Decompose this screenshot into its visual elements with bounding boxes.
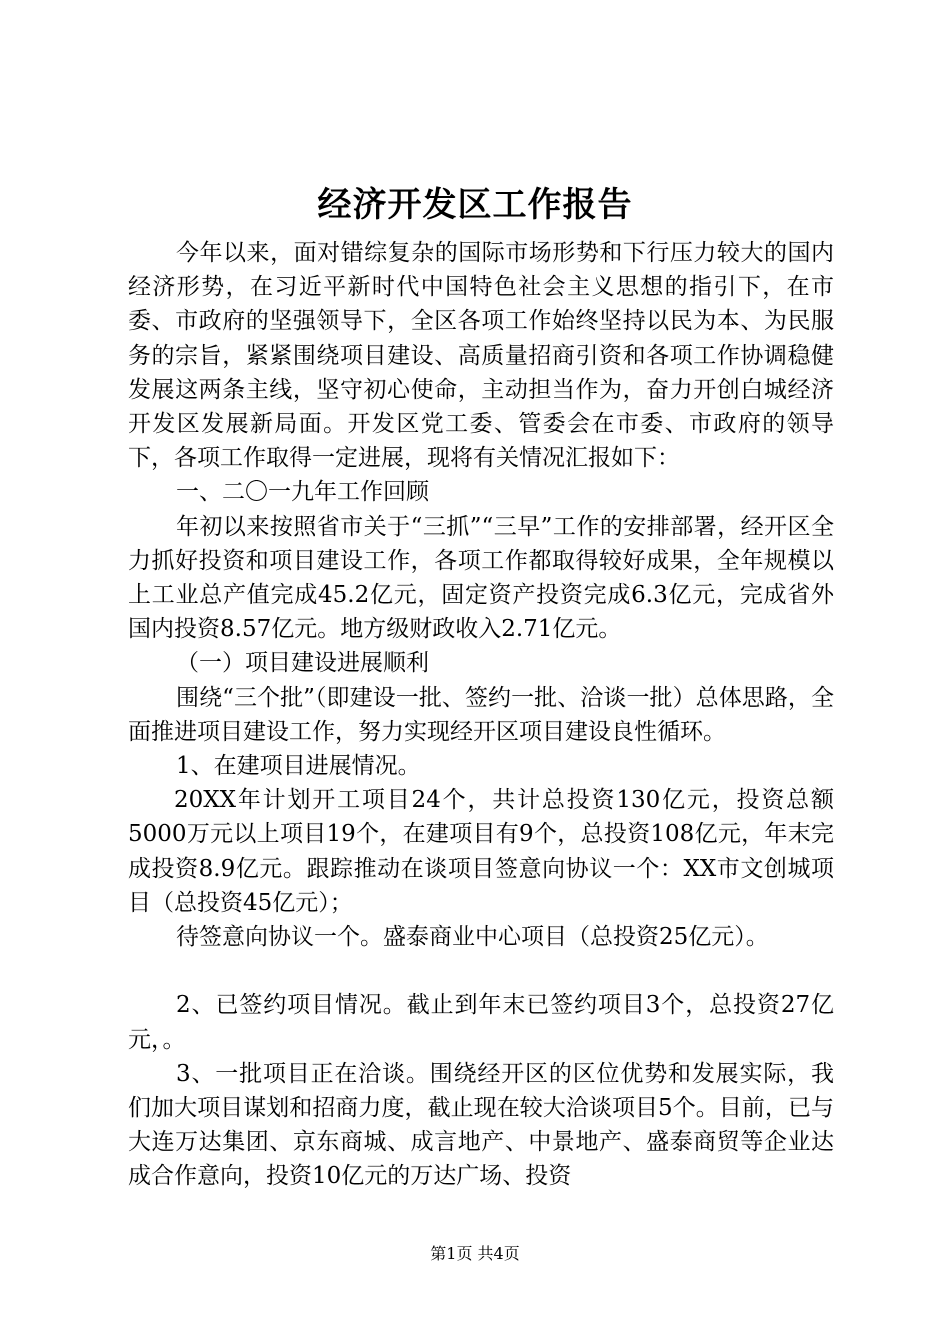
document-title: 经济开发区工作报告	[317, 185, 633, 225]
paragraph-signed-projects: 2、已签约项目情况。截止到年末已签约项目3个，总投资27亿元，。	[128, 992, 834, 1053]
item-heading-ongoing-projects: 1、在建项目进展情况。	[176, 753, 421, 780]
blank-line	[128, 954, 834, 988]
paragraph-ongoing-projects: 20XX年计划开工项目24个，共计总投资130亿元，投资总额5000万元以上项目19个，在建项目有9个，总投资108亿元，年末完成投资8.9亿元。跟踪推动在谈项目签意向协议一个：XX市文创城项目（总投资45亿元）；	[128, 787, 834, 916]
page-number-footer: 第1页 共4页	[430, 1244, 520, 1263]
paragraph-negotiating-projects: 3、一批项目正在洽谈。围绕经开区的区位优势和发展实际，我们加大项目谋划和招商力度，截止现在较大洽谈项目5个。目前，已与大连万达集团、京东商城、成言地产、中景地产、盛泰商贸等企业达成合作意向，投资10亿元的万达广场、投资	[128, 1060, 834, 1190]
subsection-heading-projects: （一）项目建设进展顺利	[176, 650, 429, 677]
section-heading-review: 一、二〇一九年工作回顾	[176, 479, 429, 506]
paragraph-project-approach: 围绕“三个批”（即建设一批、签约一批、洽谈一批）总体思路，全面推进项目建设工作，努力实现经开区项目建设良性循环。	[128, 684, 834, 745]
paragraph-annual-summary: 年初以来按照省市关于“三抓”“三早”工作的安排部署，经开区全力抓好投资和项目建设工作，各项工作都取得较好成果，全年规模以上工业总产值完成45.2亿元，固定资产投资完成6.3亿元，完成省外国内投资8.57亿元。地方级财政收入2.71亿元。	[128, 513, 834, 643]
paragraph-pending-agreement: 待签意向协议一个。盛泰商业中心项目（总投资25亿元）。	[176, 924, 769, 951]
paragraph-intro: 今年以来，面对错综复杂的国际市场形势和下行压力较大的国内经济形势，在习近平新时代中国特色社会主义思想的指引下，在市委、市政府的坚强领导下，全区各项工作始终坚持以民为本、为民服务的宗旨，紧紧围绕项目建设、高质量招商引资和各项工作协调稳健发展这两条主线，坚守初心使命，主动担当作为，奋力开创白城经济开发区发展新局面。开发区党工委、管委会在市委、市政府的领导下，各项工作取得一定进展，现将有关情况汇报如下：	[128, 240, 834, 472]
document-body	[128, 236, 834, 1194]
